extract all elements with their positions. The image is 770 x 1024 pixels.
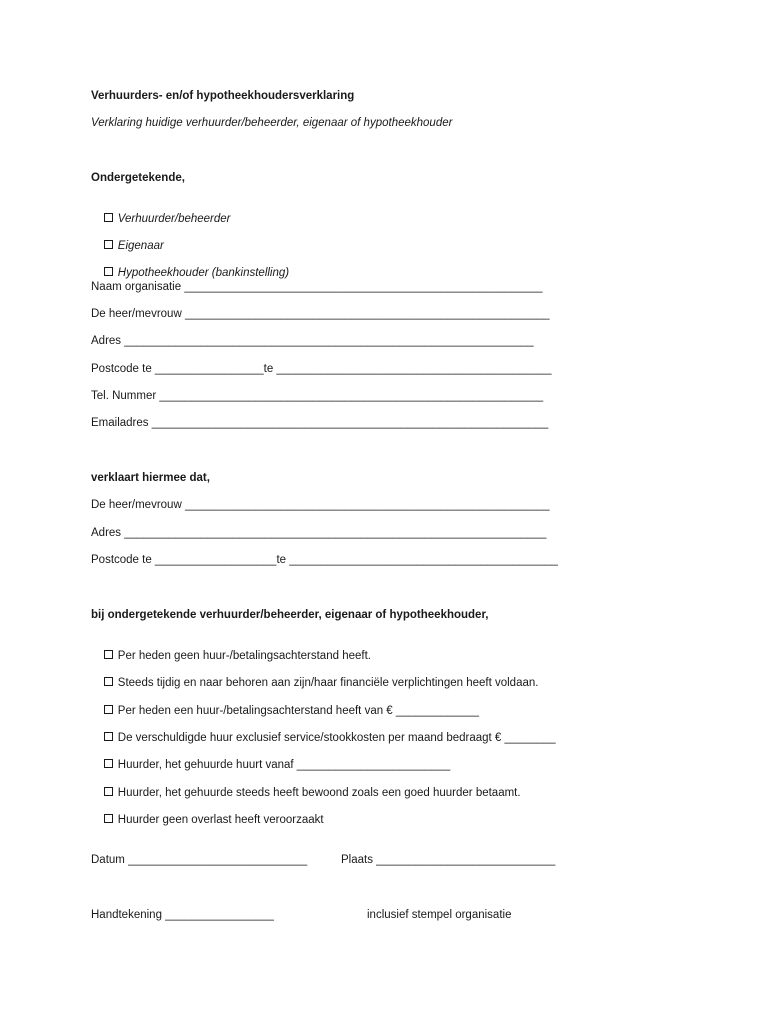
tenant-field-address[interactable]: Adres __________________________________________________________________: [91, 527, 547, 539]
checkbox-icon[interactable]: [104, 759, 113, 768]
field-phone[interactable]: Tel. Nummer ____________________________________________________________: [91, 390, 544, 402]
document-title: Verhuurders- en/of hypotheekhoudersverklaring: [91, 90, 355, 102]
statements-heading: bij ondergetekende verhuurder/beheerder, eigenaar of hypotheekhouder,: [91, 609, 489, 621]
statement-label: Huurder, het gehuurde steeds heeft bewoond zoals een goed huurder betaamt.: [117, 787, 521, 799]
option-label: Hypotheekhouder (bankinstelling): [117, 267, 290, 279]
option-label: Eigenaar: [117, 240, 164, 252]
checkbox-icon[interactable]: [104, 650, 113, 659]
checkbox-icon[interactable]: [104, 213, 113, 222]
statement-label: Steeds tijdig en naar behoren aan zijn/haar financiële verplichtingen heeft voldaan.: [117, 677, 539, 689]
checkbox-icon[interactable]: [104, 705, 113, 714]
checkbox-icon[interactable]: [104, 787, 113, 796]
field-address[interactable]: Adres ________________________________________________________________: [91, 335, 534, 347]
checkbox-icon[interactable]: [104, 732, 113, 741]
tenant-field-postcode[interactable]: Postcode te ___________________te __________________________________________: [91, 554, 558, 566]
date-field[interactable]: Datum ____________________________: [91, 854, 308, 866]
tenant-field-name[interactable]: De heer/mevrouw _________________________________________________________: [91, 499, 550, 511]
field-organisation[interactable]: Naam organisatie ________________________________________________________: [91, 281, 543, 293]
checkbox-icon[interactable]: [104, 677, 113, 686]
undersigned-heading: Ondergetekende,: [91, 172, 185, 184]
checkbox-icon[interactable]: [104, 267, 113, 276]
option-label: Verhuurder/beheerder: [117, 213, 231, 225]
field-postcode[interactable]: Postcode te _________________te ___________________________________________: [91, 363, 552, 375]
place-field[interactable]: Plaats ____________________________: [341, 854, 556, 866]
statement-label: Huurder geen overlast heeft veroorzaakt: [117, 814, 324, 826]
field-name[interactable]: De heer/mevrouw _________________________________________________________: [91, 308, 550, 320]
statement-item[interactable]: [91, 799, 324, 841]
statement-label: Per heden geen huur-/betalingsachterstand heeft.: [117, 650, 371, 662]
statement-label: Per heden een huur-/betalingsachterstand heeft van € _____________: [117, 705, 480, 717]
declares-heading: verklaart hiermee dat,: [91, 472, 210, 484]
document-subtitle: Verklaring huidige verhuurder/beheerder, eigenaar of hypotheekhouder: [91, 117, 453, 129]
stamp-note: inclusief stempel organisatie: [367, 909, 512, 921]
statement-label: De verschuldigde huur exclusief service/stookkosten per maand bedraagt € ________: [117, 732, 556, 744]
checkbox-icon[interactable]: [104, 814, 113, 823]
field-email[interactable]: Emailadres ______________________________________________________________: [91, 417, 549, 429]
statement-label: Huurder, het gehuurde huurt vanaf ________________________: [117, 759, 451, 771]
checkbox-icon[interactable]: [104, 240, 113, 249]
signature-field[interactable]: Handtekening _________________: [91, 909, 274, 921]
